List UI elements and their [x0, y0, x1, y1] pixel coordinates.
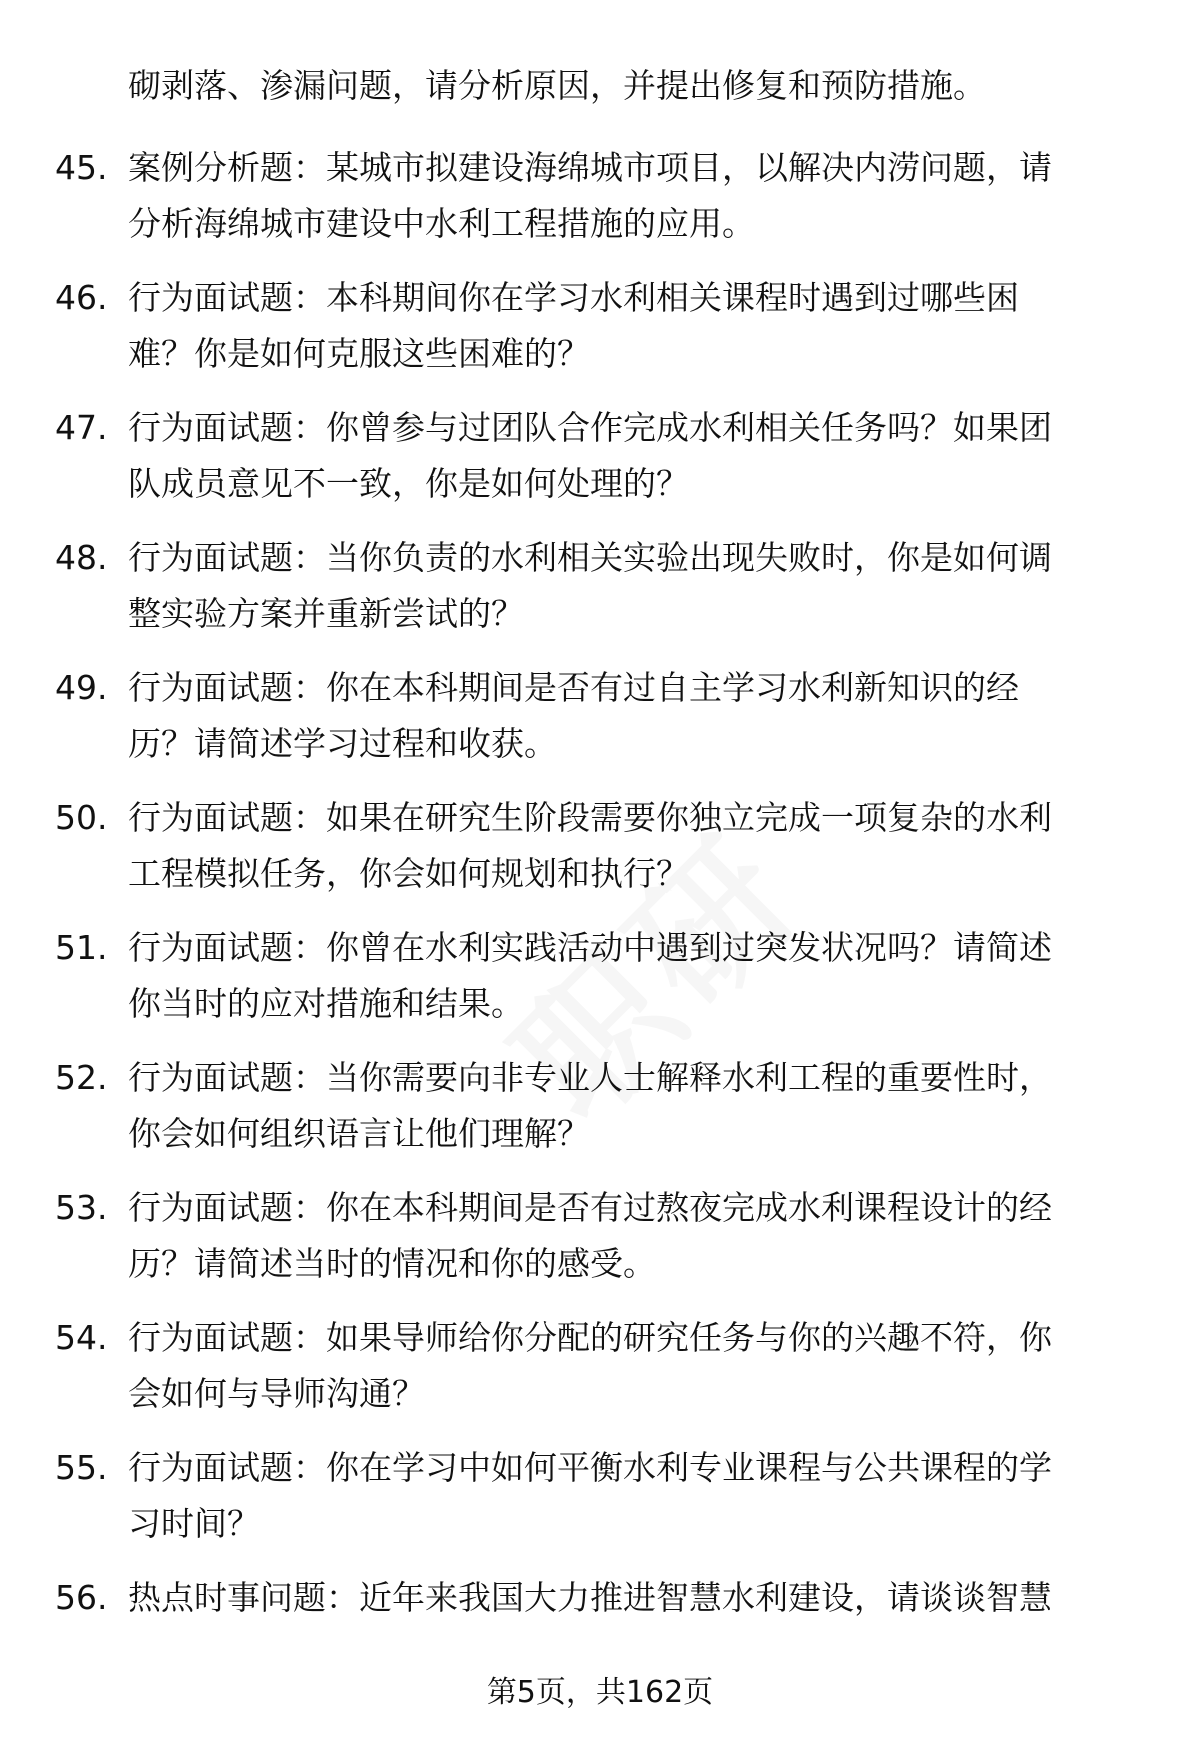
- continuation-line: 砌剥落、渗漏问题，请分析原因，并提出修复和预防措施。: [128, 66, 986, 105]
- list-item: [0, 1310, 1200, 1440]
- question-line: 行为面试题：你在本科期间是否有过自主学习水利新知识的经: [128, 668, 1019, 707]
- question-line: 工程模拟任务，你会如何规划和执行？: [128, 854, 689, 893]
- question-line: 行为面试题：你曾参与过团队合作完成水利相关任务吗？如果团: [128, 408, 1052, 447]
- question-line: 行为面试题：如果在研究生阶段需要你独立完成一项复杂的水利: [128, 798, 1052, 837]
- question-text: [128, 1570, 1138, 1626]
- question-line: 难？你是如何克服这些困难的？: [128, 334, 590, 373]
- question-line: 行为面试题：你在学习中如何平衡水利专业课程与公共课程的学: [128, 1448, 1052, 1487]
- question-line: 习时间？: [128, 1504, 260, 1543]
- list-item: [0, 1180, 1200, 1310]
- question-text: [128, 920, 1138, 1032]
- list-item: [0, 400, 1200, 530]
- question-line: 历？请简述学习过程和收获。: [128, 724, 557, 763]
- question-text: [128, 140, 1138, 252]
- question-number: 51.: [55, 928, 108, 967]
- question-text: [128, 1310, 1138, 1422]
- list-item: [0, 790, 1200, 920]
- question-line: 分析海绵城市建设中水利工程措施的应用。: [128, 204, 755, 243]
- question-number: 56.: [55, 1578, 108, 1617]
- question-number: 55.: [55, 1448, 108, 1487]
- question-text: [128, 270, 1138, 382]
- list-item: [0, 140, 1200, 270]
- question-text: [128, 660, 1138, 772]
- question-number: 49.: [55, 668, 108, 707]
- question-text: [128, 1180, 1138, 1292]
- question-line: 行为面试题：你曾在水利实践活动中遇到过突发状况吗？请简述: [128, 928, 1052, 967]
- question-number: 50.: [55, 798, 108, 837]
- list-item: [0, 660, 1200, 790]
- question-line: 行为面试题：当你负责的水利相关实验出现失败时，你是如何调: [128, 538, 1052, 577]
- list-item: [0, 270, 1200, 400]
- list-item: [0, 1050, 1200, 1180]
- question-text: [128, 1050, 1138, 1162]
- question-list: [0, 140, 1200, 1700]
- question-line: 会如何与导师沟通？: [128, 1374, 425, 1413]
- question-number: 53.: [55, 1188, 108, 1227]
- list-item: [0, 1440, 1200, 1570]
- question-line: 行为面试题：如果导师给你分配的研究任务与你的兴趣不符，你: [128, 1318, 1052, 1357]
- question-line: 行为面试题：本科期间你在学习水利相关课程时遇到过哪些困: [128, 278, 1019, 317]
- question-number: 46.: [55, 278, 108, 317]
- question-number: 45.: [55, 148, 108, 187]
- question-number: 52.: [55, 1058, 108, 1097]
- question-number: 54.: [55, 1318, 108, 1357]
- question-text: [128, 400, 1138, 512]
- question-number: 48.: [55, 538, 108, 577]
- question-line: 行为面试题：你在本科期间是否有过熬夜完成水利课程设计的经: [128, 1188, 1052, 1227]
- page-footer: 第5页，共162页: [486, 1675, 714, 1710]
- question-text: [128, 790, 1138, 902]
- question-text: [128, 1440, 1138, 1552]
- question-line: 案例分析题：某城市拟建设海绵城市项目，以解决内涝问题，请: [128, 148, 1052, 187]
- question-line: 你当时的应对措施和结果。: [128, 984, 524, 1023]
- question-line: 行为面试题：当你需要向非专业人士解释水利工程的重要性时，: [128, 1058, 1052, 1097]
- question-line: 热点时事问题：近年来我国大力推进智慧水利建设，请谈谈智慧: [128, 1578, 1052, 1617]
- list-item: [0, 530, 1200, 660]
- question-number: 47.: [55, 408, 108, 447]
- question-line: 整实验方案并重新尝试的？: [128, 594, 524, 633]
- question-line: 你会如何组织语言让他们理解？: [128, 1114, 590, 1153]
- question-line: 历？请简述当时的情况和你的感受。: [128, 1244, 656, 1283]
- question-line: 队成员意见不一致，你是如何处理的？: [128, 464, 689, 503]
- question-text: [128, 530, 1138, 642]
- list-item: [0, 920, 1200, 1050]
